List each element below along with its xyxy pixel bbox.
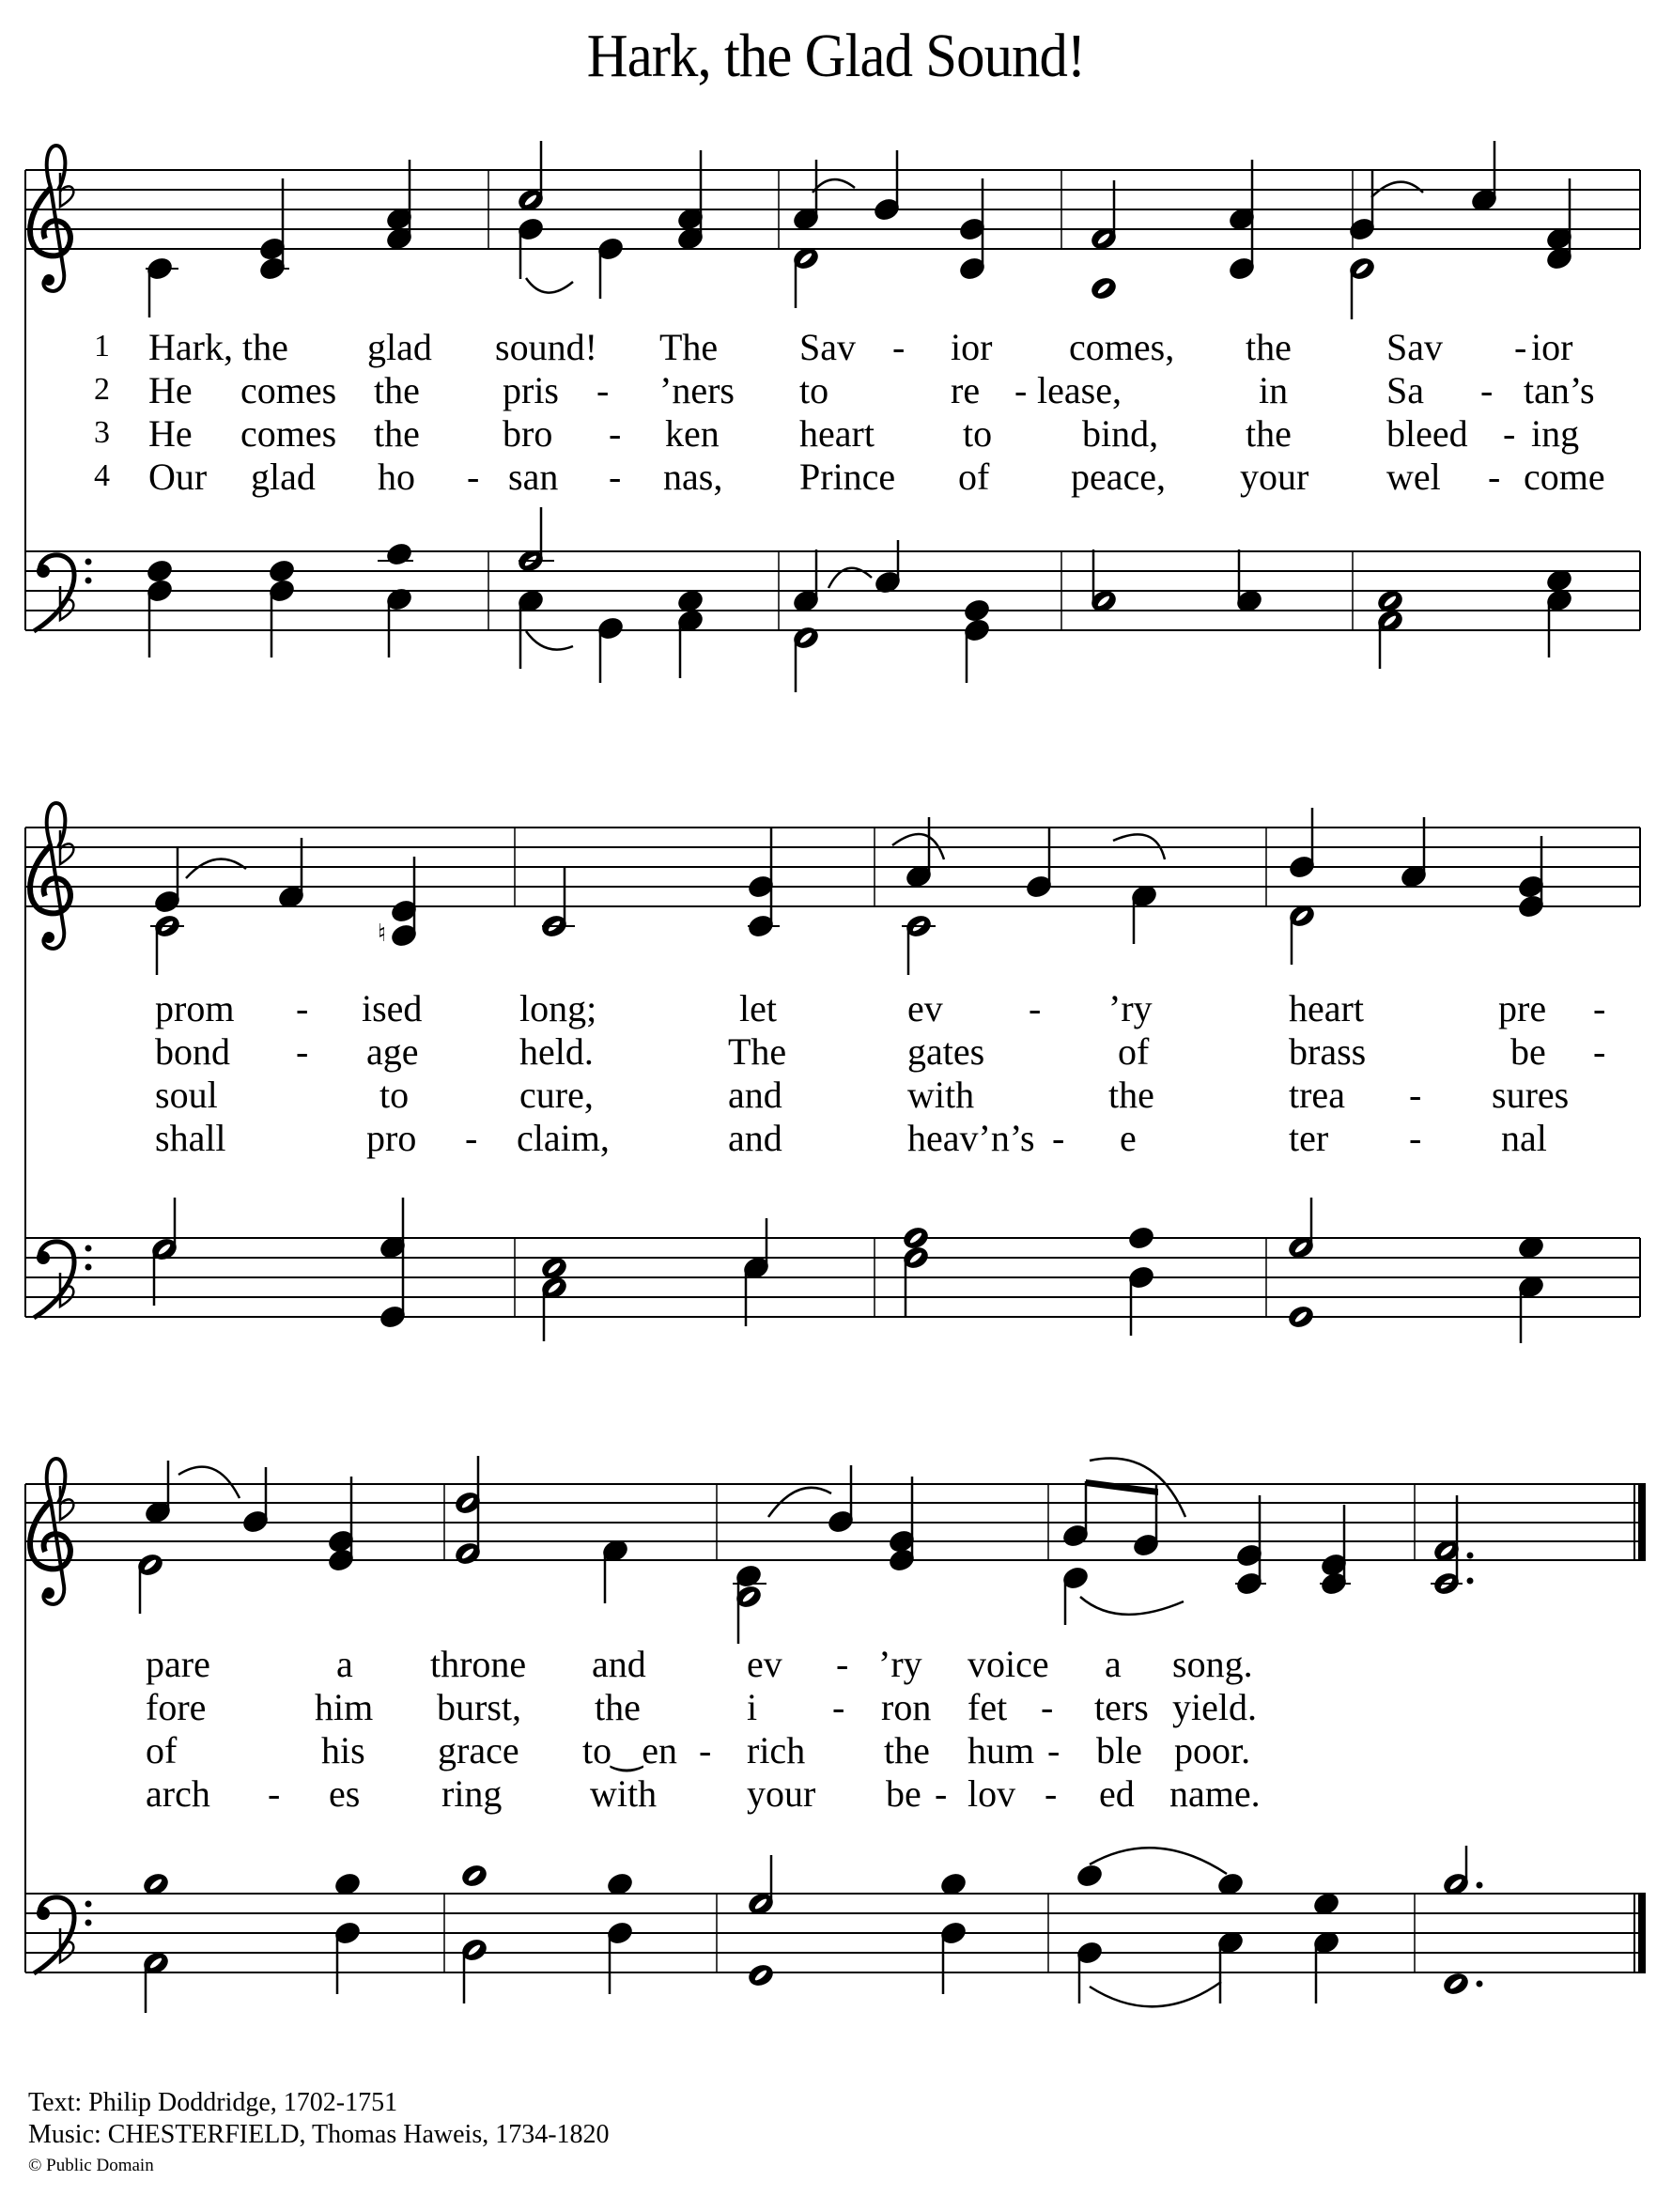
lyric-syllable: - bbox=[1593, 1030, 1606, 1073]
verse-number: 4 bbox=[94, 458, 110, 493]
lyric-syllable: heav’n’s bbox=[907, 1117, 1035, 1159]
lyric-syllable: ior bbox=[1531, 326, 1573, 368]
lyric-syllable: let bbox=[739, 987, 777, 1029]
lyric-syllable: ble bbox=[1096, 1729, 1142, 1771]
lyric-syllable: Prince bbox=[799, 456, 896, 498]
lyric-syllable: - bbox=[1041, 1686, 1054, 1728]
lyric-syllable: - bbox=[1593, 987, 1606, 1029]
lyric-syllable: - bbox=[1480, 369, 1494, 411]
lyric-syllable: pre bbox=[1498, 987, 1547, 1029]
lyric-syllable: to bbox=[799, 369, 829, 411]
lyric-syllable: - bbox=[935, 1772, 948, 1815]
lyric-syllable: glad bbox=[251, 456, 316, 498]
lyric-syllable: The bbox=[728, 1030, 787, 1073]
lyric-syllable: tan’s bbox=[1524, 369, 1595, 411]
lyric-syllable: his bbox=[321, 1729, 365, 1771]
lyric-syllable: of bbox=[146, 1729, 178, 1771]
lyric-syllable: ho bbox=[378, 456, 415, 498]
lyric-syllable: - bbox=[596, 369, 610, 411]
lyric-syllable: and bbox=[728, 1074, 782, 1116]
lyric-syllable: the bbox=[374, 369, 420, 411]
lyric-syllable: held. bbox=[519, 1030, 594, 1073]
lyric-syllable: - bbox=[609, 456, 622, 498]
lyric-syllable: e bbox=[1120, 1117, 1137, 1159]
lyric-syllable: i bbox=[747, 1686, 758, 1728]
lyric-syllable: trea bbox=[1289, 1074, 1345, 1116]
lyric-syllable: nas, bbox=[663, 456, 723, 498]
lyric-syllable: - bbox=[832, 1686, 845, 1728]
lyric-syllable: claim, bbox=[517, 1117, 610, 1159]
copyright-notice: © Public Domain bbox=[28, 2156, 154, 2175]
lyric-syllable: and bbox=[728, 1117, 782, 1159]
lyric-syllable: long; bbox=[519, 987, 597, 1029]
lyric-syllable: of bbox=[958, 456, 990, 498]
lyric-syllable: arch bbox=[146, 1772, 210, 1815]
lyric-syllable: ing bbox=[1531, 412, 1580, 455]
lyric-syllable: be bbox=[886, 1772, 921, 1815]
text-credit: Text: Philip Doddridge, 1702-1751 bbox=[28, 2088, 398, 2117]
lyric-syllable: - bbox=[1045, 1772, 1058, 1815]
lyric-syllable: age bbox=[366, 1030, 419, 1073]
lyric-syllable: sures bbox=[1492, 1074, 1570, 1116]
lyric-syllable: come bbox=[1524, 456, 1605, 498]
lyric-syllable: - bbox=[1409, 1117, 1422, 1159]
lyric-syllable: the bbox=[1246, 326, 1292, 368]
lyric-syllable: ’ry bbox=[878, 1643, 922, 1685]
lyric-syllable: to bbox=[379, 1074, 410, 1116]
lyric-syllable: to bbox=[963, 412, 993, 455]
lyric-syllable: your bbox=[747, 1772, 816, 1815]
lyric-syllable: a bbox=[1105, 1643, 1122, 1685]
lyric-syllable: rich bbox=[747, 1729, 806, 1771]
lyric-syllable: He bbox=[148, 369, 193, 411]
lyric-syllable: comes bbox=[240, 412, 337, 455]
lyric-syllable: be bbox=[1510, 1030, 1546, 1073]
lyric-syllable: with bbox=[590, 1772, 658, 1815]
lyric-syllable: fore bbox=[146, 1686, 207, 1728]
lyric-syllable: bro bbox=[503, 412, 553, 455]
lyric-syllable: - bbox=[1503, 412, 1516, 455]
lyric-syllable: ised bbox=[362, 987, 423, 1029]
lyric-syllable: a bbox=[336, 1643, 353, 1685]
lyric-syllable: - bbox=[609, 412, 622, 455]
lyric-syllable: - bbox=[699, 1729, 712, 1771]
lyric-syllable: - bbox=[1488, 456, 1501, 498]
lyric-syllable: - bbox=[1409, 1074, 1422, 1116]
lyric-syllable: ken bbox=[665, 412, 720, 455]
lyric-syllable: He bbox=[148, 412, 193, 455]
lyric-syllable: Sa bbox=[1386, 369, 1424, 411]
lyric-syllable: ed bbox=[1099, 1772, 1135, 1815]
lyric-syllable: burst, bbox=[437, 1686, 521, 1728]
lyric-syllable: - bbox=[1029, 987, 1042, 1029]
lyric-syllable: glad bbox=[367, 326, 432, 368]
lyric-syllable: voice bbox=[968, 1643, 1049, 1685]
lyric-syllable: prom bbox=[155, 987, 235, 1029]
lyric-syllable: poor. bbox=[1174, 1729, 1251, 1771]
verse-number: 1 bbox=[94, 329, 110, 364]
lyric-syllable: Sav bbox=[799, 326, 856, 368]
lyric-syllable: comes bbox=[240, 369, 337, 411]
lyric-syllable: comes, bbox=[1069, 326, 1175, 368]
lyric-syllable: ev bbox=[907, 987, 943, 1029]
music-credit: Music: CHESTERFIELD, Thomas Haweis, 1734-1820 bbox=[28, 2120, 610, 2149]
lyric-syllable: bleed bbox=[1386, 412, 1468, 455]
lyric-syllable: to‿en bbox=[582, 1729, 678, 1771]
lyric-syllable: grace bbox=[438, 1729, 519, 1771]
lyric-syllable: shall bbox=[155, 1117, 226, 1159]
lyric-syllable: san bbox=[508, 456, 559, 498]
lyric-syllable: ters bbox=[1094, 1686, 1149, 1728]
lyric-syllable: in bbox=[1259, 369, 1289, 411]
lyric-syllable: ter bbox=[1289, 1117, 1329, 1159]
lyric-syllable: with bbox=[907, 1074, 975, 1116]
lyric-syllable: cure, bbox=[519, 1074, 594, 1116]
lyric-syllable: the bbox=[595, 1686, 641, 1728]
lyric-syllable: ring bbox=[441, 1772, 503, 1815]
lyric-syllable: - bbox=[1514, 326, 1527, 368]
lyric-syllable: - bbox=[296, 987, 309, 1029]
lyric-syllable: pare bbox=[146, 1643, 210, 1685]
lyric-syllable: es bbox=[329, 1772, 361, 1815]
lyric-syllable: ev bbox=[747, 1643, 782, 1685]
lyric-syllable: lov bbox=[968, 1772, 1016, 1815]
lyric-syllable: - bbox=[836, 1643, 849, 1685]
lyric-syllable: the bbox=[374, 412, 420, 455]
lyric-syllable: lease, bbox=[1037, 369, 1122, 411]
lyric-syllable: wel bbox=[1386, 456, 1441, 498]
lyric-syllable: the bbox=[884, 1729, 930, 1771]
lyric-syllable: your bbox=[1240, 456, 1309, 498]
lyric-syllable: him bbox=[315, 1686, 374, 1728]
lyric-syllable: of bbox=[1118, 1030, 1150, 1073]
lyric-syllable: ’ry bbox=[1108, 987, 1153, 1029]
lyric-syllable: gates bbox=[907, 1030, 985, 1073]
lyric-syllable: pris bbox=[503, 369, 559, 411]
lyric-syllable: fet bbox=[968, 1686, 1008, 1728]
lyric-syllable: re bbox=[951, 369, 981, 411]
verse-number: 3 bbox=[94, 415, 110, 450]
lyric-syllable: brass bbox=[1289, 1030, 1367, 1073]
lyric-syllable: - bbox=[465, 1117, 478, 1159]
lyric-syllable: song. bbox=[1172, 1643, 1253, 1685]
lyric-syllable: Hark, the bbox=[148, 326, 288, 368]
lyric-syllable: The bbox=[659, 326, 719, 368]
lyric-syllable: - bbox=[1052, 1117, 1065, 1159]
lyric-syllable: name. bbox=[1169, 1772, 1261, 1815]
lyric-syllable: pro bbox=[366, 1117, 417, 1159]
lyric-syllable: - bbox=[268, 1772, 281, 1815]
lyric-syllable: - bbox=[467, 456, 480, 498]
lyric-syllable: ron bbox=[881, 1686, 932, 1728]
lyric-syllable: heart bbox=[799, 412, 875, 455]
lyric-syllable: - bbox=[1047, 1729, 1060, 1771]
lyric-syllable: the bbox=[1246, 412, 1292, 455]
lyric-syllable: the bbox=[1108, 1074, 1154, 1116]
lyric-syllable: ior bbox=[951, 326, 993, 368]
lyric-syllable: sound! bbox=[495, 326, 597, 368]
verse-number: 2 bbox=[94, 372, 110, 407]
lyric-syllable: throne bbox=[430, 1643, 527, 1685]
lyric-syllable: and bbox=[592, 1643, 646, 1685]
lyric-syllable: Our bbox=[148, 456, 208, 498]
lyric-syllable: - bbox=[296, 1030, 309, 1073]
lyric-syllable: yield. bbox=[1172, 1686, 1257, 1728]
lyric-syllable: peace, bbox=[1071, 456, 1167, 498]
lyric-syllable: bond bbox=[155, 1030, 230, 1073]
hymn-title: Hark, the Glad Sound! bbox=[586, 22, 1086, 90]
lyric-syllable: nal bbox=[1501, 1117, 1547, 1159]
lyric-syllable: heart bbox=[1289, 987, 1364, 1029]
lyric-syllable: ’ners bbox=[659, 369, 735, 411]
lyric-syllable: - bbox=[892, 326, 906, 368]
lyric-syllable: bind, bbox=[1082, 412, 1159, 455]
lyric-syllable: hum bbox=[968, 1729, 1035, 1771]
lyric-syllable: - bbox=[1014, 369, 1028, 411]
lyric-syllable: Sav bbox=[1386, 326, 1443, 368]
lyric-syllable: soul bbox=[155, 1074, 218, 1116]
svg-text:♮: ♮ bbox=[378, 920, 387, 948]
